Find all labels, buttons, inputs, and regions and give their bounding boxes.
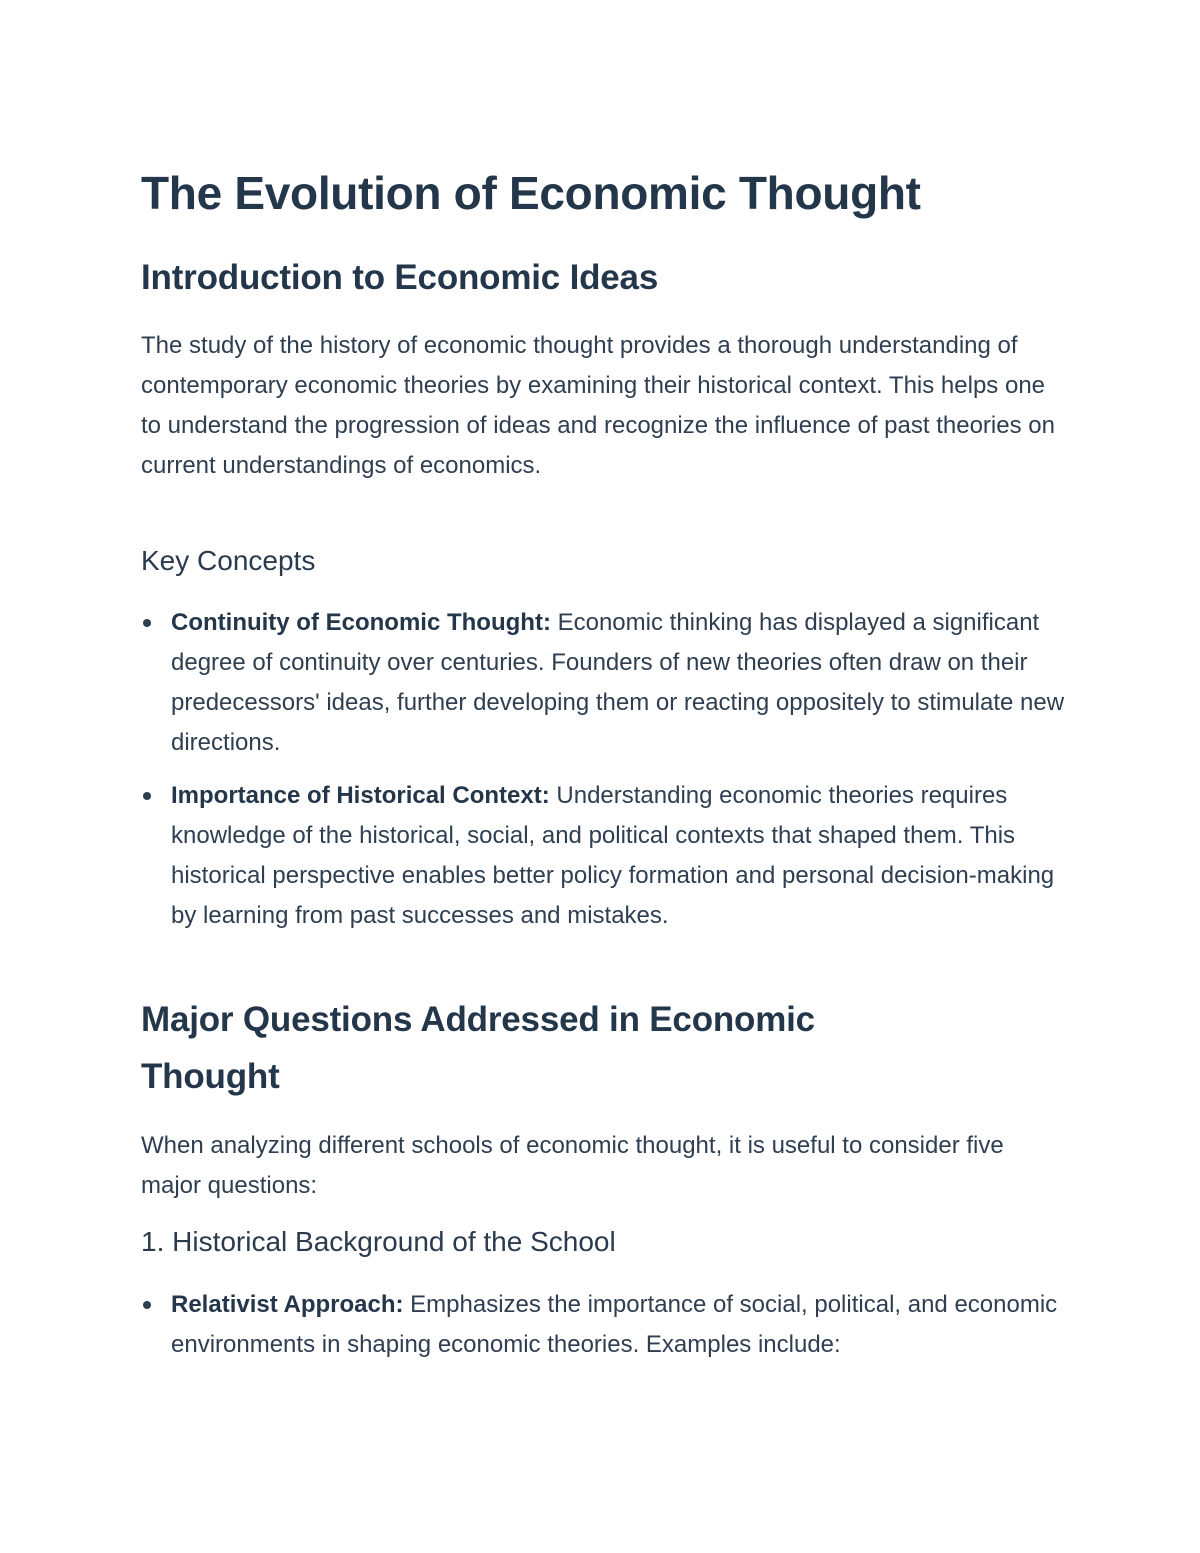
- bullet-icon: [143, 1301, 151, 1309]
- list-item: [141, 776, 1071, 936]
- document-title: The Evolution of Economic Thought: [141, 167, 921, 219]
- section-heading-major-questions-line1: Major Questions Addressed in Economic: [141, 1000, 815, 1039]
- major-questions-paragraph: When analyzing different schools of economic thought, it is useful to consider five major questions:: [141, 1132, 1004, 1199]
- key-concepts-list: [141, 603, 1071, 936]
- list-item: [141, 603, 1071, 763]
- list-item-term: Relativist Approach:: [171, 1291, 404, 1318]
- bullet-icon: [143, 792, 151, 800]
- subheading-key-concepts: Key Concepts: [141, 545, 316, 576]
- bullet-icon: [143, 619, 151, 627]
- list-item-text: Economic thinking has displayed a significant degree of continuity over centuries. Founders of new theories often draw on their predecessors' ideas, further developing them or reacting oppositely to stimulate new directions.: [171, 609, 1065, 756]
- section-heading-major-questions-line2: Thought: [141, 1057, 280, 1096]
- list-item-text: Emphasizes the importance of social, political, and economic environments in shaping economic theories. Examples include:: [171, 1291, 1058, 1358]
- introduction-paragraph: The study of the history of economic thought provides a thorough understanding of contemporary economic theories by examining their historical context. This helps one to understand the progression of ideas and recognize the influence of past theories on current understandings of economics.: [141, 332, 1055, 479]
- subheading-historical-background: 1. Historical Background of the School: [141, 1226, 616, 1257]
- list-item-text: Understanding economic theories requires knowledge of the historical, social, and political contexts that shaped them. This historical perspective enables better policy formation and personal decision-making by learning from past successes and mistakes.: [171, 782, 1055, 929]
- list-item: [141, 1285, 1071, 1365]
- section-heading-introduction: Introduction to Economic Ideas: [141, 258, 659, 297]
- historical-background-list: [141, 1285, 1071, 1365]
- list-item-term: Continuity of Economic Thought:: [171, 609, 551, 636]
- list-item-term: Importance of Historical Context:: [171, 782, 550, 809]
